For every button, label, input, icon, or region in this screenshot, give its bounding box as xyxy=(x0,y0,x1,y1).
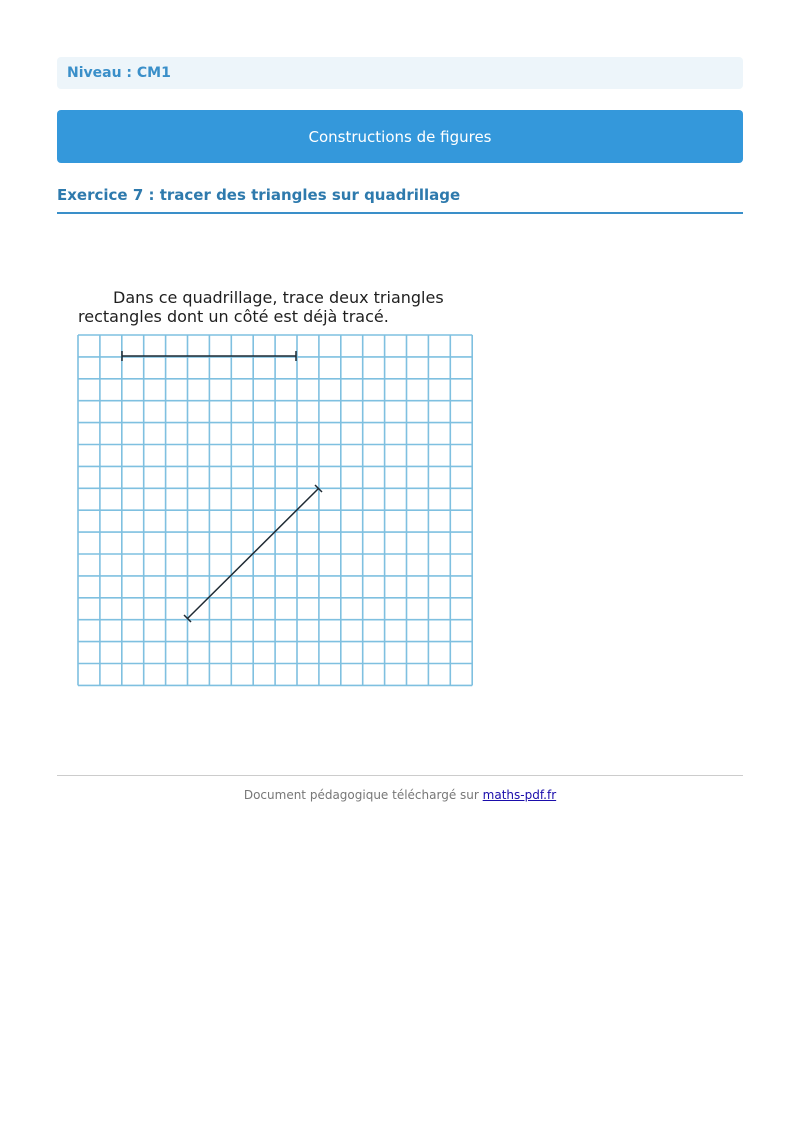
footer-text: Document pédagogique téléchargé sur xyxy=(243,788,479,802)
instruction-line-2: rectangles dont un côté est déjà tracé. xyxy=(78,307,389,326)
footer-divider xyxy=(57,775,743,776)
level-label: Niveau : CM1 xyxy=(67,65,171,81)
instruction-line-1: Dans ce quadrillage, trace deux triangles xyxy=(113,288,444,307)
exercise-heading: Exercice 7 : tracer des triangles sur quadrillage xyxy=(57,186,461,204)
footer xyxy=(0,788,800,802)
footer-link[interactable]: maths-pdf.fr xyxy=(482,788,557,802)
page-title: Constructions de figures xyxy=(308,128,492,146)
square-grid xyxy=(78,335,472,685)
